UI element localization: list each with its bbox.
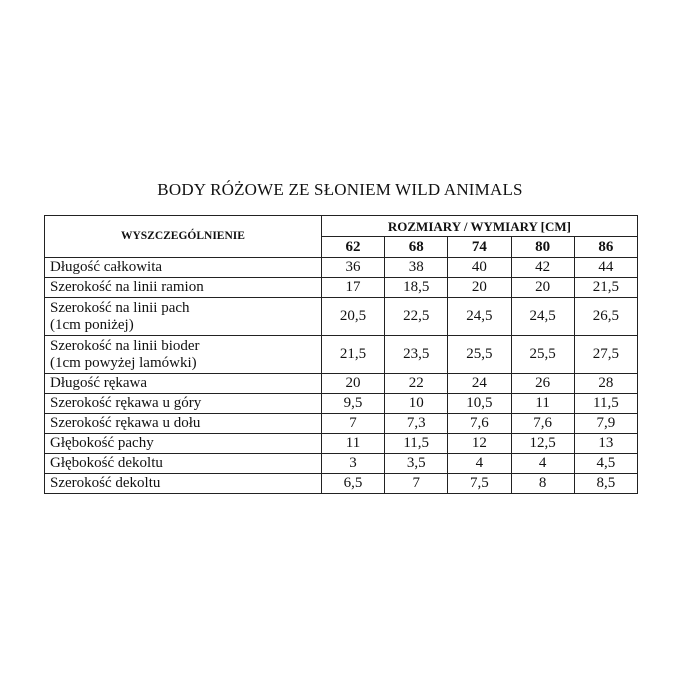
table-cell: 11 bbox=[321, 434, 384, 454]
table-cell: 9,5 bbox=[321, 394, 384, 414]
row-label: Szerokość na linii ramion bbox=[45, 278, 322, 298]
table-cell: 20 bbox=[511, 278, 574, 298]
table-cell: 7,9 bbox=[574, 414, 637, 434]
table-cell: 11,5 bbox=[574, 394, 637, 414]
table-cell: 7 bbox=[321, 414, 384, 434]
table-row bbox=[45, 434, 638, 454]
table-cell: 21,5 bbox=[574, 278, 637, 298]
table-cell: 24 bbox=[448, 374, 511, 394]
table-cell: 22,5 bbox=[385, 298, 448, 336]
row-label: Długość rękawa bbox=[45, 374, 322, 394]
table-cell: 27,5 bbox=[574, 336, 637, 374]
table-row bbox=[45, 414, 638, 434]
table-cell: 26 bbox=[511, 374, 574, 394]
table-cell: 20 bbox=[448, 278, 511, 298]
table-cell: 7 bbox=[385, 474, 448, 494]
header-size: 68 bbox=[385, 237, 448, 258]
table-cell: 12 bbox=[448, 434, 511, 454]
table-cell: 20,5 bbox=[321, 298, 384, 336]
table-cell: 21,5 bbox=[321, 336, 384, 374]
table-cell: 7,6 bbox=[511, 414, 574, 434]
table-row bbox=[45, 258, 638, 278]
table-cell: 3 bbox=[321, 454, 384, 474]
table-cell: 25,5 bbox=[511, 336, 574, 374]
table-row bbox=[45, 394, 638, 414]
table-cell: 13 bbox=[574, 434, 637, 454]
row-label: Głębokość pachy bbox=[45, 434, 322, 454]
table-cell: 4 bbox=[511, 454, 574, 474]
table-cell: 10 bbox=[385, 394, 448, 414]
table-cell: 18,5 bbox=[385, 278, 448, 298]
header-sizes-group: ROZMIARY / WYMIARY [CM] bbox=[321, 216, 637, 237]
header-size: 62 bbox=[321, 237, 384, 258]
table-cell: 22 bbox=[385, 374, 448, 394]
table-cell: 25,5 bbox=[448, 336, 511, 374]
table-row bbox=[45, 374, 638, 394]
row-label: Długość całkowita bbox=[45, 258, 322, 278]
table-row bbox=[45, 298, 638, 336]
table-row bbox=[45, 454, 638, 474]
table-cell: 36 bbox=[321, 258, 384, 278]
table-row bbox=[45, 474, 638, 494]
table-cell: 17 bbox=[321, 278, 384, 298]
table-cell: 10,5 bbox=[448, 394, 511, 414]
table-cell: 24,5 bbox=[448, 298, 511, 336]
table-cell: 7,3 bbox=[385, 414, 448, 434]
table-cell: 3,5 bbox=[385, 454, 448, 474]
row-label: Szerokość na linii pach (1cm poniżej) bbox=[45, 298, 322, 336]
table-cell: 23,5 bbox=[385, 336, 448, 374]
table-cell: 4,5 bbox=[574, 454, 637, 474]
table-cell: 11 bbox=[511, 394, 574, 414]
table-row bbox=[45, 278, 638, 298]
table-cell: 7,6 bbox=[448, 414, 511, 434]
table-cell: 40 bbox=[448, 258, 511, 278]
row-label: Szerokość rękawa u dołu bbox=[45, 414, 322, 434]
table-cell: 11,5 bbox=[385, 434, 448, 454]
table-cell: 28 bbox=[574, 374, 637, 394]
table-cell: 8,5 bbox=[574, 474, 637, 494]
row-label: Szerokość rękawa u góry bbox=[45, 394, 322, 414]
table-cell: 20 bbox=[321, 374, 384, 394]
table-body bbox=[45, 258, 638, 494]
table-cell: 44 bbox=[574, 258, 637, 278]
header-size: 86 bbox=[574, 237, 637, 258]
table-row bbox=[45, 336, 638, 374]
row-label: Szerokość na linii bioder (1cm powyżej lamówki) bbox=[45, 336, 322, 374]
header-specification: WYSZCZEGÓLNIENIE bbox=[45, 216, 322, 258]
table-cell: 38 bbox=[385, 258, 448, 278]
table-cell: 4 bbox=[448, 454, 511, 474]
table-cell: 42 bbox=[511, 258, 574, 278]
table-cell: 26,5 bbox=[574, 298, 637, 336]
document-title: BODY RÓŻOWE ZE SŁONIEM WILD ANIMALS bbox=[157, 180, 523, 199]
header-size: 74 bbox=[448, 237, 511, 258]
table-cell: 24,5 bbox=[511, 298, 574, 336]
row-label: Szerokość dekoltu bbox=[45, 474, 322, 494]
header-size: 80 bbox=[511, 237, 574, 258]
table-cell: 8 bbox=[511, 474, 574, 494]
size-table bbox=[44, 215, 638, 494]
table-cell: 12,5 bbox=[511, 434, 574, 454]
table-cell: 7,5 bbox=[448, 474, 511, 494]
row-label: Głębokość dekoltu bbox=[45, 454, 322, 474]
table-cell: 6,5 bbox=[321, 474, 384, 494]
